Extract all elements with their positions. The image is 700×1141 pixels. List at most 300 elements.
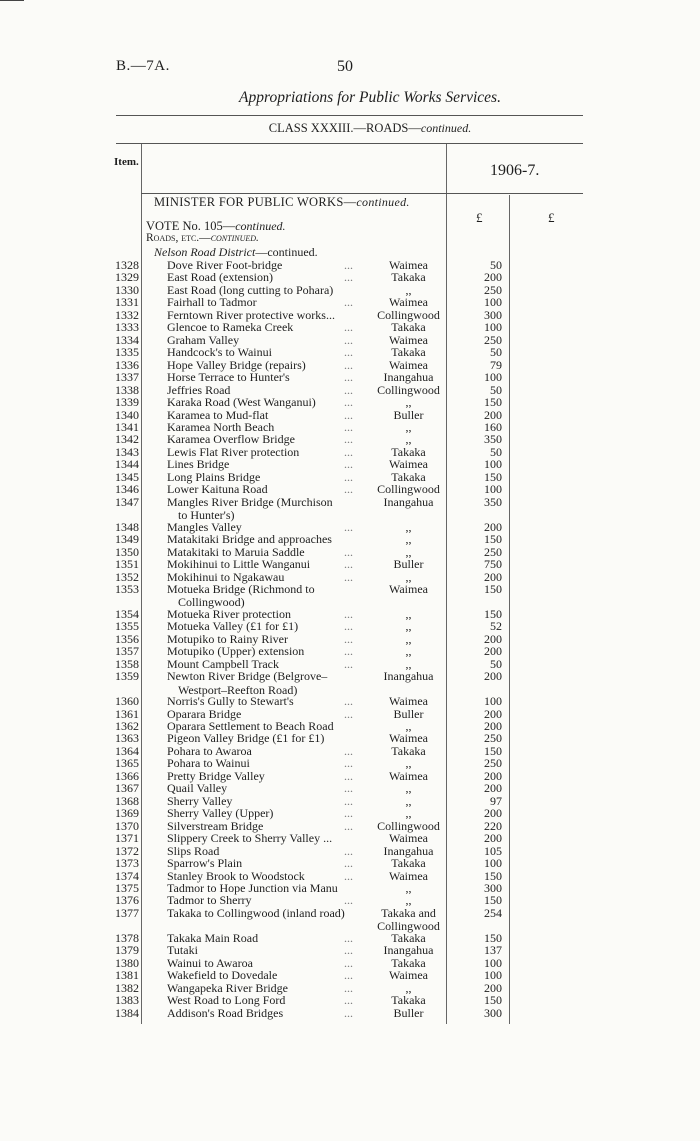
item-description: Karamea North Beach	[167, 419, 275, 434]
ministry-heading	[154, 195, 410, 210]
item-description: Graham Valley	[167, 332, 240, 347]
item-number: 1335	[115, 345, 139, 360]
item-locality: Inangahua	[383, 370, 434, 385]
leader-dots: ...	[344, 395, 353, 410]
item-description: Ferntown River protective works...	[167, 307, 335, 322]
leader-dots: ...	[344, 519, 353, 534]
item-number: 1354	[115, 606, 139, 621]
leader-dots: ...	[344, 706, 353, 721]
leader-dots: ...	[344, 345, 353, 360]
leader-dots: ...	[344, 382, 353, 397]
leader-dots: ...	[344, 407, 353, 422]
item-description: Stanley Brook to Woodstock	[167, 868, 305, 883]
item-amount: 200	[484, 719, 502, 734]
table-row	[0, 708, 700, 720]
item-number: 1380	[115, 955, 139, 970]
item-number: 1362	[115, 719, 139, 734]
item-amount: 50	[490, 656, 502, 671]
item-locality: Waimea	[388, 731, 428, 746]
item-description: Takaka to Collingwood (inland road)	[167, 905, 345, 920]
item-number: 1366	[115, 768, 139, 783]
leader-dots: ...	[344, 295, 353, 310]
item-amount: 200	[484, 631, 502, 646]
item-description: Mangles Valley	[167, 519, 242, 534]
item-number: 1338	[115, 382, 139, 397]
table-row	[0, 820, 700, 832]
item-amount: 200	[484, 569, 502, 584]
table-row	[0, 882, 700, 894]
leader-dots: ...	[344, 868, 353, 883]
item-number: 1349	[115, 532, 139, 547]
item-description: Sherry Valley (Upper)	[167, 806, 274, 821]
item-number: 1356	[115, 631, 139, 646]
item-amount: 250	[484, 282, 502, 297]
item-amount: 100	[484, 370, 502, 385]
item-number: 1363	[115, 731, 139, 746]
item-amount: 300	[484, 1005, 502, 1020]
table-row	[0, 309, 700, 321]
leader-dots: ...	[344, 943, 353, 958]
item-locality: ,,	[405, 806, 412, 821]
item-amount: 150	[484, 893, 502, 908]
item-number: 1348	[115, 519, 139, 534]
item-number: 1384	[115, 1005, 139, 1020]
table-row	[0, 795, 700, 807]
item-description: Motueka Bridge (Richmond to	[167, 581, 315, 596]
item-number: 1370	[115, 818, 139, 833]
item-number: 1336	[115, 357, 139, 372]
document-code: B.—7A.	[116, 58, 170, 74]
item-locality: Inangahua	[383, 943, 434, 958]
item-locality: Takaka	[391, 320, 426, 335]
item-number: 1352	[115, 569, 139, 584]
roads-heading	[146, 232, 259, 244]
leader-dots: ...	[344, 743, 353, 758]
item-locality: Waimea	[388, 831, 428, 846]
table-row	[0, 334, 700, 346]
item-number: 1382	[115, 980, 139, 995]
item-description: Wakefield to Dovedale	[167, 968, 278, 983]
item-amount: 105	[484, 843, 502, 858]
leader-dots: ...	[344, 656, 353, 671]
item-locality: Waimea	[388, 768, 428, 783]
leader-dots: ...	[344, 631, 353, 646]
item-locality: ,,	[405, 619, 412, 634]
item-locality: Inangahua	[383, 843, 434, 858]
table-row	[0, 608, 700, 620]
item-amount: 100	[484, 955, 502, 970]
table-row	[0, 870, 700, 882]
leader-dots: ...	[344, 370, 353, 385]
item-description-continued: Collingwood)	[178, 595, 245, 610]
item-locality: Inangahua	[383, 669, 434, 684]
item-amount: 150	[484, 532, 502, 547]
leader-dots: ...	[344, 806, 353, 821]
leader-dots: ...	[344, 432, 353, 447]
item-description: Long Plains Bridge	[167, 469, 261, 484]
item-amount: 200	[484, 980, 502, 995]
item-amount: 52	[490, 619, 502, 634]
table-row	[0, 695, 700, 707]
table-row	[0, 782, 700, 794]
leader-dots: ...	[344, 793, 353, 808]
table-row	[0, 471, 700, 483]
item-description: Motupiko (Upper) extension	[167, 644, 305, 659]
leader-dots: ...	[344, 457, 353, 472]
item-amount: 160	[484, 419, 502, 434]
item-amount: 250	[484, 731, 502, 746]
item-locality: Collingwood	[377, 307, 440, 322]
item-number: 1328	[115, 258, 139, 272]
item-number: 1337	[115, 370, 139, 385]
item-number: 1355	[115, 619, 139, 634]
item-number: 1378	[115, 930, 139, 945]
item-number: 1361	[115, 706, 139, 721]
item-description: Pigeon Valley Bridge (£1 for £1)	[167, 731, 325, 746]
leader-dots: ...	[344, 893, 353, 908]
item-locality: ,,	[405, 631, 412, 646]
item-locality: Waimea	[388, 258, 428, 272]
table-row	[0, 558, 700, 570]
item-description: Wangapeka River Bridge	[167, 980, 288, 995]
item-description: Jeffries Road	[167, 382, 231, 397]
table-row	[0, 994, 700, 1006]
item-description: Sparrow's Plain	[167, 856, 243, 871]
vote-heading-text: VOTE No. 105—	[146, 219, 236, 233]
item-description: Mount Campbell Track	[167, 656, 280, 671]
item-locality: Waimea	[388, 968, 428, 983]
item-amount: 150	[484, 395, 502, 410]
item-amount: 350	[484, 494, 502, 509]
leader-dots: ...	[344, 606, 353, 621]
table-row	[0, 271, 700, 283]
table-row	[0, 421, 700, 433]
table-row	[0, 371, 700, 383]
item-locality: ,,	[405, 395, 412, 410]
item-amount: 50	[490, 345, 502, 360]
item-number: 1343	[115, 444, 139, 459]
item-description: East Road (extension)	[167, 270, 273, 285]
item-description: Karaka Road (West Wanganui)	[167, 395, 316, 410]
table-row	[0, 259, 700, 271]
table-row	[0, 1007, 700, 1019]
item-amount: 200	[484, 519, 502, 534]
item-amount: 200	[484, 831, 502, 846]
table-row	[0, 645, 700, 657]
item-number: 1330	[115, 282, 139, 297]
table-row	[0, 845, 700, 857]
table-row	[0, 433, 700, 445]
item-amount: 150	[484, 743, 502, 758]
leader-dots: ...	[344, 644, 353, 659]
table-row	[0, 533, 700, 545]
item-number: 1350	[115, 544, 139, 559]
table-row	[0, 757, 700, 769]
item-description: Lewis Flat River protection	[167, 444, 300, 459]
item-amount: 100	[484, 320, 502, 335]
leader-dots: ...	[344, 930, 353, 945]
table-row	[0, 732, 700, 744]
table-row	[0, 633, 700, 645]
item-locality: ,,	[405, 781, 412, 796]
table-row	[0, 396, 700, 408]
item-number: 1347	[115, 494, 139, 509]
table-row	[0, 583, 700, 595]
item-description: Mokihinui to Ngakawau	[167, 569, 285, 584]
item-description-continued: Westport–Reefton Road)	[178, 682, 298, 697]
leader-dots: ...	[344, 818, 353, 833]
leader-dots: ...	[344, 357, 353, 372]
item-description-continued: to Hunter's)	[178, 508, 235, 523]
item-amount: 254	[484, 905, 502, 920]
item-number: 1375	[115, 881, 139, 895]
table-row	[0, 832, 700, 844]
leader-dots: ...	[344, 482, 353, 497]
item-description: Matakitaki to Maruia Saddle	[167, 544, 305, 559]
page-number: 50	[337, 58, 353, 75]
item-description: Norris's Gully to Stewart's	[167, 694, 294, 709]
item-amount: 200	[484, 706, 502, 721]
item-description: Tadmor to Hope Junction via Manu	[167, 881, 338, 895]
leader-dots: ...	[344, 843, 353, 858]
item-description: Dove River Foot-bridge	[167, 258, 283, 272]
leader-dots: ...	[344, 270, 353, 285]
district-heading-continued: —continued.	[255, 245, 318, 259]
table-row	[0, 770, 700, 782]
leader-dots: ...	[344, 756, 353, 771]
item-description: Handcock's to Wainui	[167, 345, 272, 360]
item-locality: Takaka	[391, 345, 426, 360]
class-heading-continued: continued.	[420, 121, 472, 135]
table-row	[0, 932, 700, 944]
item-number: 1371	[115, 831, 139, 846]
item-amount: 50	[490, 444, 502, 459]
item-number: 1372	[115, 843, 139, 858]
table-row	[0, 521, 700, 533]
item-description: Karamea Overflow Bridge	[167, 432, 295, 447]
item-locality: Waimea	[388, 581, 428, 596]
item-number: 1345	[115, 469, 139, 484]
item-amount: 100	[484, 457, 502, 472]
table-row	[0, 907, 700, 919]
item-number: 1333	[115, 320, 139, 335]
table-row	[0, 296, 700, 308]
item-amount: 300	[484, 881, 502, 895]
table-row	[0, 483, 700, 495]
item-locality: Takaka	[391, 930, 426, 945]
item-number: 1341	[115, 419, 139, 434]
item-description: Sherry Valley	[167, 793, 233, 808]
item-number: 1339	[115, 395, 139, 410]
item-locality: ,,	[405, 432, 412, 447]
table-row	[0, 384, 700, 396]
item-number: 1379	[115, 943, 139, 958]
item-amount: 750	[484, 557, 502, 572]
item-number: 1360	[115, 694, 139, 709]
item-locality: Takaka	[391, 993, 426, 1008]
leader-dots: ...	[344, 694, 353, 709]
page-title: Appropriations for Public Works Services.	[239, 89, 501, 106]
vote-heading-continued: continued.	[235, 219, 286, 233]
leader-dots: ...	[344, 557, 353, 572]
item-description: Wainui to Awaroa	[167, 955, 253, 970]
item-number: 1383	[115, 993, 139, 1008]
header-top-rule	[116, 143, 583, 144]
item-description: West Road to Long Ford	[167, 993, 286, 1008]
item-amount: 200	[484, 270, 502, 285]
item-amount: 250	[484, 756, 502, 771]
item-number: 1373	[115, 856, 139, 871]
item-locality: Collingwood	[377, 818, 440, 833]
item-number: 1329	[115, 270, 139, 285]
item-amount: 137	[484, 943, 502, 958]
item-description: Pohara to Wainui	[167, 756, 250, 771]
item-amount: 200	[484, 669, 502, 684]
item-locality-continued: Collingwood	[377, 919, 440, 934]
item-number: 1368	[115, 793, 139, 808]
item-description: Lower Kaituna Road	[167, 482, 268, 497]
item-locality: ,,	[405, 980, 412, 995]
item-amount: 50	[490, 382, 502, 397]
item-description: East Road (long cutting to Pohara)	[167, 282, 334, 297]
leader-dots: ...	[344, 980, 353, 995]
item-description: Mokihinui to Little Wanganui	[167, 557, 311, 572]
item-locality: ,,	[405, 544, 412, 559]
leader-dots: ...	[344, 856, 353, 871]
item-description: Pohara to Awaroa	[167, 743, 252, 758]
item-locality: ,,	[405, 569, 412, 584]
item-description: Karamea to Mud-flat	[167, 407, 269, 422]
item-locality: Collingwood	[377, 382, 440, 397]
table-row	[0, 620, 700, 632]
table-row	[0, 670, 700, 682]
item-number: 1357	[115, 644, 139, 659]
leader-dots: ...	[344, 332, 353, 347]
item-locality: Takaka	[391, 856, 426, 871]
table-row	[0, 720, 700, 732]
item-locality: Waimea	[388, 357, 428, 372]
table-row	[0, 745, 700, 757]
item-description: Mangles River Bridge (Murchison	[167, 494, 333, 509]
item-description: Fairhall to Tadmor	[167, 295, 257, 310]
item-number: 1369	[115, 806, 139, 821]
item-description: Horse Terrace to Hunter's	[167, 370, 290, 385]
district-heading-text: Nelson Road District	[154, 245, 256, 259]
item-description: Oparara Bridge	[167, 706, 242, 721]
item-locality: ,,	[405, 532, 412, 547]
item-description: Silverstream Bridge	[167, 818, 264, 833]
leader-dots: ...	[344, 768, 353, 783]
item-amount: 100	[484, 856, 502, 871]
item-amount: 350	[484, 432, 502, 447]
item-description: Pretty Bridge Valley	[167, 768, 265, 783]
item-locality: Takaka and	[381, 905, 436, 920]
leader-dots: ...	[344, 1005, 353, 1020]
item-number: 1344	[115, 457, 139, 472]
ministry-heading-text: MINISTER FOR PUBLIC WORKS—	[154, 195, 357, 209]
item-amount: 200	[484, 768, 502, 783]
item-locality: Takaka	[391, 743, 426, 758]
item-locality: ,,	[405, 644, 412, 659]
leader-dots: ...	[344, 781, 353, 796]
table-row	[0, 571, 700, 583]
table-row	[0, 894, 700, 906]
leader-dots: ...	[344, 258, 353, 272]
table-row	[0, 496, 700, 508]
item-locality: Buller	[393, 706, 424, 721]
item-locality: Waimea	[388, 295, 428, 310]
item-description: Motueka Valley (£1 for £1)	[167, 619, 299, 634]
class-heading	[0, 121, 700, 136]
item-description: Slips Road	[167, 843, 220, 858]
item-amount: 150	[484, 993, 502, 1008]
table-row	[0, 346, 700, 358]
leader-dots: ...	[344, 320, 353, 335]
item-description: Motupiko to Rainy River	[167, 631, 288, 646]
item-amount: 100	[484, 482, 502, 497]
item-column-header: Item.	[114, 156, 139, 168]
item-number: 1377	[115, 905, 139, 920]
leader-dots: ...	[344, 544, 353, 559]
class-heading-text: CLASS XXXIII.—ROADS—	[268, 121, 421, 135]
table-row	[0, 957, 700, 969]
item-amount: 79	[490, 357, 502, 372]
item-locality: ,,	[405, 282, 412, 297]
item-amount: 200	[484, 407, 502, 422]
item-locality: ,,	[405, 656, 412, 671]
item-amount: 100	[484, 295, 502, 310]
item-locality: Takaka	[391, 469, 426, 484]
item-number: 1376	[115, 893, 139, 908]
item-number: 1340	[115, 407, 139, 422]
table-row	[0, 969, 700, 981]
item-header-underline	[0, 0, 24, 1]
item-locality: ,,	[405, 606, 412, 621]
leader-dots: ...	[344, 968, 353, 983]
table-row	[0, 807, 700, 819]
item-locality: ,,	[405, 893, 412, 908]
item-description: Glencoe to Rameka Creek	[167, 320, 294, 335]
item-locality: Takaka	[391, 444, 426, 459]
item-description: Addison's Road Bridges	[167, 1005, 284, 1020]
item-amount: 100	[484, 968, 502, 983]
title-rule	[116, 115, 583, 116]
item-description: Tadmor to Sherry	[167, 893, 252, 908]
item-amount: 150	[484, 581, 502, 596]
item-number: 1367	[115, 781, 139, 796]
roads-heading-continued: continued.	[210, 232, 259, 244]
item-amount: 50	[490, 258, 502, 272]
item-description: Quail Valley	[167, 781, 228, 796]
item-locality: Takaka	[391, 270, 426, 285]
item-locality: Inangahua	[383, 494, 434, 509]
table-row	[0, 658, 700, 670]
leader-dots: ...	[344, 619, 353, 634]
item-number: 1331	[115, 295, 139, 310]
ministry-heading-continued: continued.	[356, 195, 410, 209]
table-row	[0, 284, 700, 296]
table-row	[0, 944, 700, 956]
item-amount: 200	[484, 781, 502, 796]
item-amount: 150	[484, 930, 502, 945]
item-amount: 150	[484, 868, 502, 883]
item-number: 1334	[115, 332, 139, 347]
leader-dots: ...	[344, 469, 353, 484]
item-number: 1332	[115, 307, 139, 322]
roads-heading-text: Roads, etc.—	[146, 232, 211, 244]
item-amount: 97	[490, 793, 502, 808]
item-number: 1346	[115, 482, 139, 497]
